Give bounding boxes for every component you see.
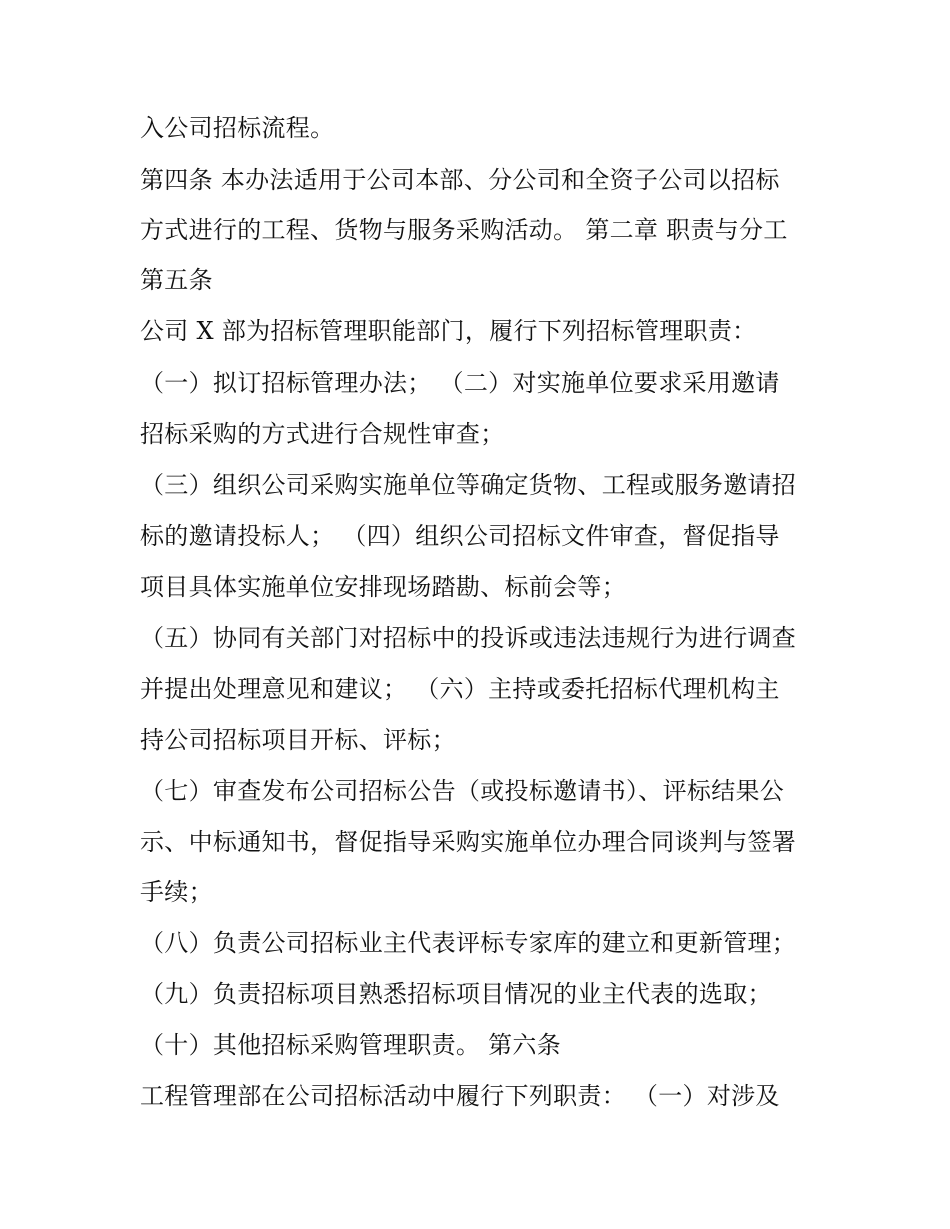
text-line: 项目具体实施单位安排现场踏勘、标前会等； (140, 573, 626, 601)
text-line: 第五条 (140, 266, 213, 294)
text-line: （九）负责招标项目熟悉招标项目情况的业主代表的选取； (140, 980, 772, 1008)
text-line: 并提出处理意见和建议； （六）主持或委托招标代理机构主 (140, 675, 780, 703)
text-line: （八）负责公司招标业主代表评标专家库的建立和更新管理； (140, 929, 797, 957)
text-line: 标的邀请投标人； （四）组织公司招标文件审查，督促指导 (140, 522, 780, 550)
text-line: 示、中标通知书，督促指导采购实施单位办理合同谈判与签署 (140, 828, 797, 856)
text-line: 工程管理部在公司招标活动中履行下列职责： （一）对涉及 (140, 1082, 780, 1110)
text-line: （五）协同有关部门对招标中的投诉或违法违规行为进行调查 (140, 624, 797, 652)
text-line: （三）组织公司采购实施单位等确定货物、工程或服务邀请招 (140, 471, 797, 499)
text-line: （七）审查发布公司招标公告（或投标邀请书）、评标结果公 (140, 777, 785, 805)
text-line: 招标采购的方式进行合规性审查； (140, 420, 505, 448)
text-line: 方式进行的工程、货物与服务采购活动。 第二章 职责与分工 (140, 216, 788, 244)
text-line: （十）其他招标采购管理职责。 第六条 (140, 1031, 562, 1059)
text-line: 入公司招标流程。 (140, 114, 335, 142)
text-line: 公司 X 部为招标管理职能部门，履行下列招标管理职责： (140, 317, 757, 345)
text-line: 持公司招标项目开标、评标； (140, 726, 456, 754)
text-line: 手续； (140, 878, 213, 906)
text-line: 第四条 本办法适用于公司本部、分公司和全资子公司以招标 (140, 166, 780, 194)
text-line: （一）拟订招标管理办法； （二）对实施单位要求采用邀请 (140, 369, 780, 397)
